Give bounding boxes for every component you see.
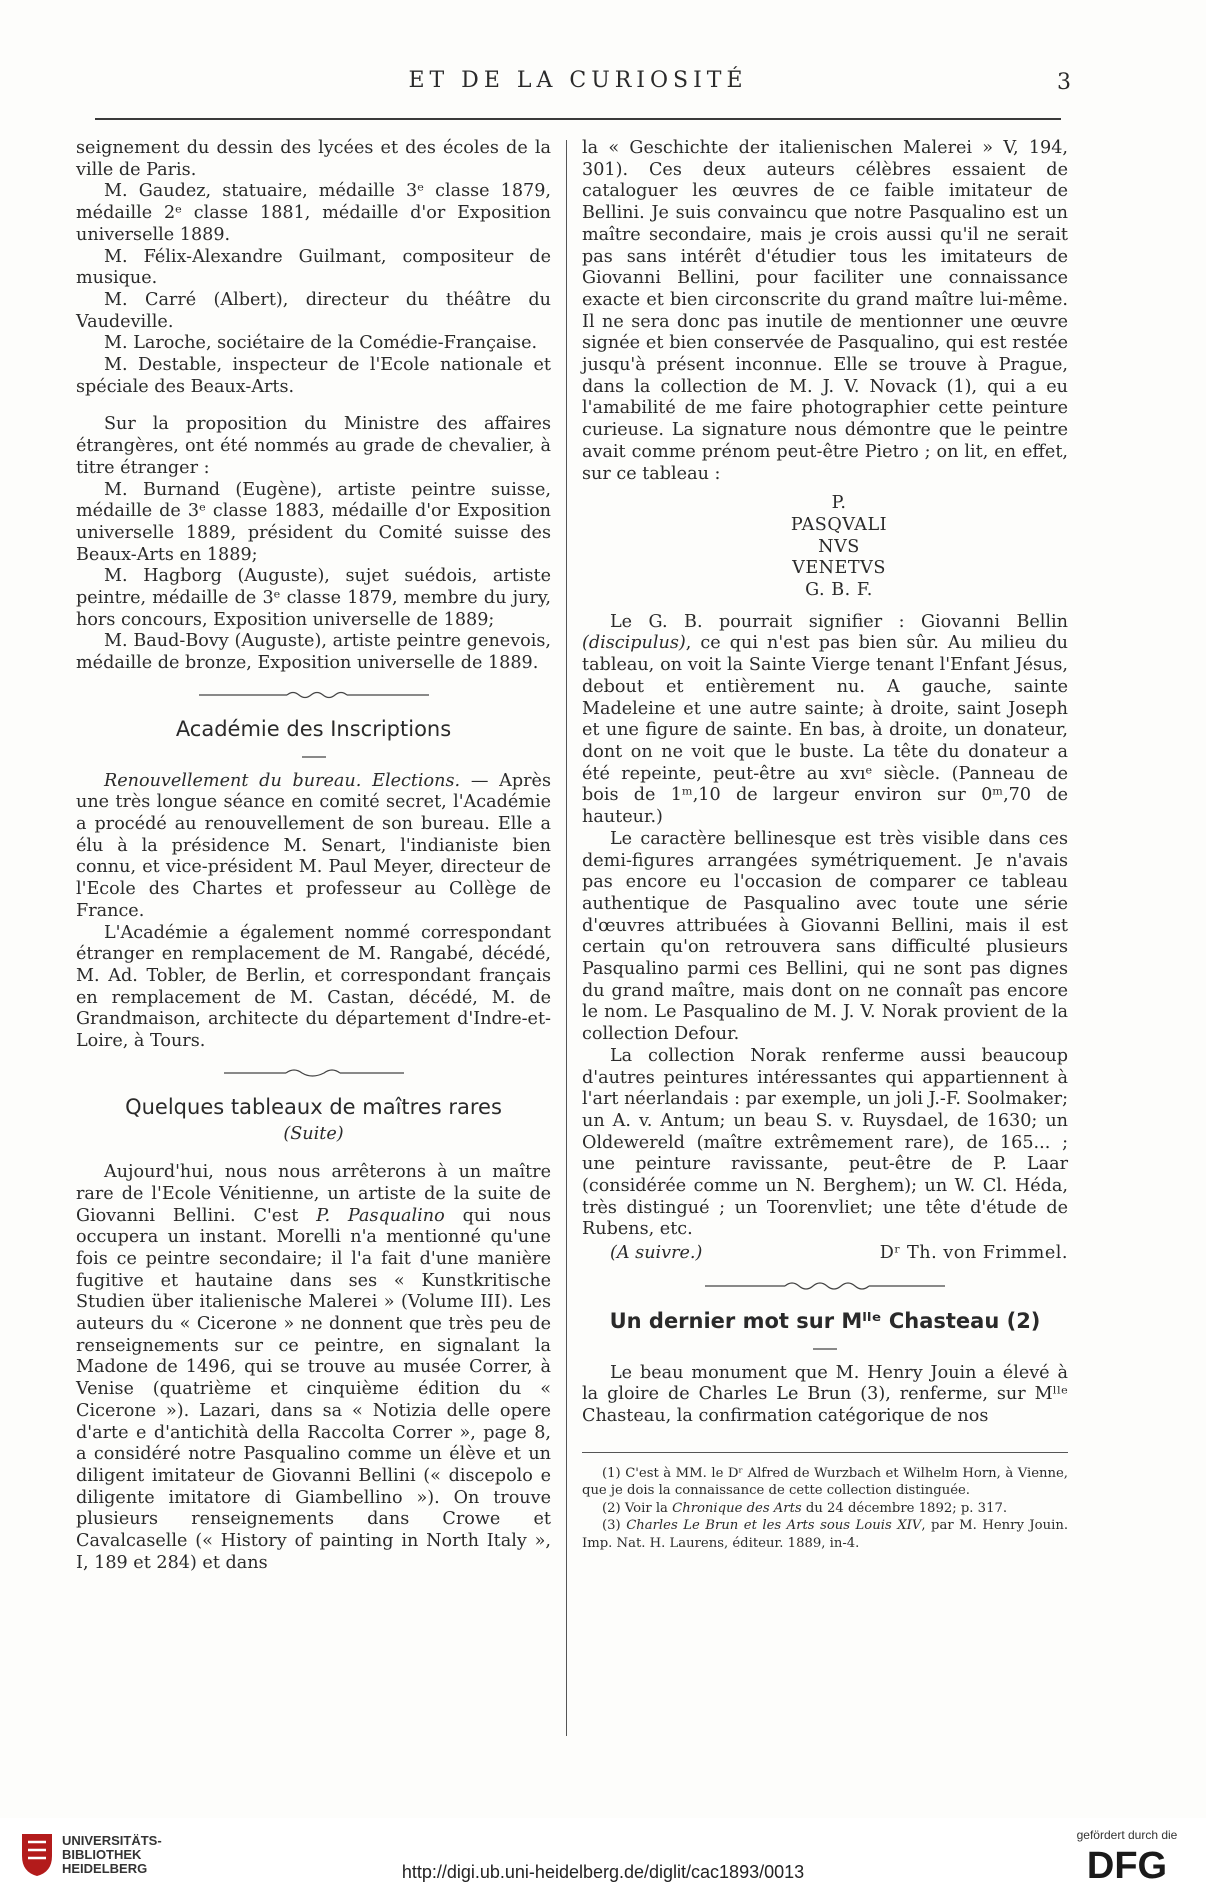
paragraph: M. Gaudez, statuaire, médaille 3ᵉ classe 1879, médaille 2ᵉ classe 1881, médaille d'or Exposition universelle 1889. bbox=[76, 181, 551, 245]
running-title: ET DE LA CURIOSITÉ bbox=[408, 68, 748, 93]
footnote-text: (3) bbox=[602, 1518, 627, 1534]
ornament-divider bbox=[705, 1279, 945, 1293]
paragraph: M. Burnand (Eugène), artiste peintre suisse, médaille de 3ᵉ classe 1883, médaille d'or Exposition universelle 1889, président du Comité suisse des Beaux-Arts en 1889; bbox=[76, 479, 551, 565]
dfg-badge bbox=[1062, 1828, 1192, 1888]
page-number: 3 bbox=[1057, 70, 1071, 95]
paragraph: M. Baud-Bovy (Auguste), artiste peintre genevois, médaille de bronze, Exposition universelle de 1889. bbox=[76, 631, 551, 674]
author-signature: Dʳ Th. von Frimmel. bbox=[879, 1243, 1068, 1264]
footnote-text: (2) Voir la bbox=[602, 1500, 673, 1516]
inscription-line: NVS bbox=[818, 536, 860, 557]
column-rule bbox=[566, 140, 567, 1736]
paragraph-text: — Après une très longue séance en comité secret, l'Académie a procédé au renouvellement de son bureau. Elle a élu à la présidence M. Senart, l'indianiste bien connu, et vice-président M. Paul Meyer, directeur de l'Ecole des Chartes et professeur au Collège de France. bbox=[76, 770, 551, 921]
paragraph: La collection Norak renferme aussi beaucoup d'autres peintures intéressantes qui appartiennent à l'art néerlandais : par exemple, un joli J.-F. Soolmaker; un A. v. Antum; un beau S. v. Ruysdael, de 1630; un Oldewereld (maître extrêmement rare), de 165... ; une peinture ravissante, peut-être de P. Laar (considérée comme un N. Berghem); un W. Cl. Héda, très distingué ; un Toorenvliet; une tête d'étude de Rubens, etc. bbox=[582, 1045, 1068, 1240]
paragraph-text: Le G. B. pourrait signifier : Giovanni Bellin bbox=[610, 611, 1068, 632]
left-column bbox=[76, 138, 551, 1574]
footnote bbox=[582, 1500, 1068, 1518]
section-subtitle: (Suite) bbox=[283, 1124, 344, 1145]
right-column bbox=[582, 138, 1068, 1552]
inscription-line: PASQVALI bbox=[790, 514, 888, 535]
inscription-line: P. bbox=[831, 493, 847, 514]
paragraph: Sur la proposition du Ministre des affaires étrangères, ont été nommés au grade de chevalier, à titre étranger : bbox=[76, 414, 551, 478]
funding-note: gefördert durch die bbox=[1076, 1828, 1178, 1842]
footer-bar bbox=[0, 1818, 1206, 1895]
paragraph-text: qui nous occupera un instant. Morelli n'a mentionné qu'une fois ce peintre secondaire; il l'a fait d'une manière fugitive et hautaine dans ses « Kunstkritische Studien über italienische Malerei » (Volume III). Les auteurs du « Cicerone » ne donnent que très peu de renseignements sur ce peintre, en signalant la Madone de 1496, qui se trouve au musée Correr, à Venise (quatrième et cinquième édition du « Cicerone »). Lazari, dans sa « Notizia delle opere d'arte e d'antichità della Raccolta Correr », page 8, a considéré notre Pasqualino comme un élève et un diligent imitateur de Giovanni Bellini (« discepolo e diligente imitatore di Giambellino »). On trouve plusieurs renseignements dans Crowe et Cavalcaselle (« History of painting in North Italy », I, 189 et 284) et dans bbox=[76, 1205, 551, 1573]
library-name: UNIVERSITÄTS- BIBLIOTHEK HEIDELBERG bbox=[62, 1833, 162, 1876]
paragraph: seignement du dessin des lycées et des écoles de la ville de Paris. bbox=[76, 138, 551, 180]
footnote bbox=[582, 1517, 1068, 1552]
inscription-line: G. B. F. bbox=[805, 580, 873, 601]
paragraph bbox=[582, 612, 1068, 829]
title-dash bbox=[582, 1339, 1068, 1353]
ornament-divider bbox=[224, 1067, 404, 1079]
italic-name: P. Pasqualino bbox=[316, 1205, 445, 1226]
paragraph: Le caractère bellinesque est très visible dans ces demi-figures arrangées symétriquement. Je n'avais pas encore eu l'occasion de comparer ce tableau authentique de Pasqualino avec toute une série d'œuvres attribuées à Giovanni Bellini, mais il est certain qu'on retrouvera sans difficulté plusieurs Pasqualino parmi ces Bellini, qui ne sont pas dignes du grand maître, mais dont on ne connaît pas encore le nom. Le Pasqualino de M. J. V. Norak provient de la collection Defour. bbox=[582, 828, 1068, 1045]
paragraph: M. Carré (Albert), directeur du théâtre du Vaudeville. bbox=[76, 289, 551, 332]
title-dash bbox=[76, 747, 551, 761]
paragraph-text: , ce qui n'est pas bien sûr. Au milieu du tableau, on voit la Sainte Vierge tenant l'Enfant Jésus, debout et entièrement nu. A gauche, sainte Madeleine et une autre sainte; à droite, saint Joseph et une figure de sainte. En bas, à droite, un donateur, dont on ne voit que le buste. La tête du donateur a été repeinte, peut-être au xvıᵉ siècle. (Panneau de bois de 1ᵐ,10 de largeur environ sur 0ᵐ,70 de hauteur.) bbox=[582, 633, 1068, 828]
paragraph: M. Laroche, sociétaire de la Comédie-Française. bbox=[104, 333, 538, 354]
source-url[interactable]: http://digi.ub.uni-heidelberg.de/diglit/cac1893/0013 bbox=[401, 1862, 805, 1882]
signature-line bbox=[582, 1243, 1068, 1265]
inscription-line: VENETVS bbox=[792, 558, 886, 579]
paragraph: M. Destable, inspecteur de l'Ecole nationale et spéciale des Beaux-Arts. bbox=[76, 355, 551, 397]
footnote-text: , par M. Henry Jouin. Imp. Nat. H. Laurens, éditeur. 1889, in-4. bbox=[582, 1518, 1069, 1551]
svg-text:DFG: DFG bbox=[1086, 1845, 1168, 1884]
paragraph: Le beau monument que M. Henry Jouin a élevé à la gloire de Charles Le Brun (3), renferme, sur Mˡˡᵉ Chasteau, la confirmation catégorique de nos bbox=[582, 1362, 1068, 1426]
footnote-text: du 24 décembre 1892; p. 317. bbox=[801, 1500, 1008, 1516]
dfg-logo-icon bbox=[1072, 1844, 1182, 1884]
paragraph: la « Geschichte der italienischen Malerei » V, 194, 301). Ces deux auteurs célèbres essaient de cataloguer les œuvres de ce faible imitateur de Bellini. Je suis convaincu que notre Pasqualino est un maître secondaire, mais je crois aussi qu'il ne serait pas sans intérêt d'étudier tous les imitateurs de Giovanni Bellini, pour faciliter une connaissance exacte et bien circonscrite du grand maître lui-même. Il ne sera donc pas inutile de mentionner une œuvre signée et bien conservée de Pasqualino, qui est restée jusqu'à présent inconnue. Elle se trouve à Prague, dans la collection de M. J. V. Novack (1), qui a eu l'amabilité de me faire photographier cette peinture curieuse. La signature nous démontre que le peintre avait comme prénom peut-être Pietro ; on lit, en effet, sur ce tableau : bbox=[582, 138, 1068, 484]
running-header bbox=[95, 66, 1071, 120]
paragraph bbox=[76, 1162, 551, 1574]
paragraph bbox=[76, 771, 551, 923]
footnotes bbox=[582, 1452, 1068, 1553]
footnote-title: Charles Le Brun et les Arts sous Louis XIV bbox=[626, 1518, 922, 1534]
italic-lead: Renouvellement du bureau. Elections. bbox=[104, 770, 461, 791]
paragraph: M. Hagborg (Auguste), sujet suédois, artiste peintre, médaille de 3ᵉ classe 1879, membre du jury, hors concours, Exposition universelle de 1889; bbox=[76, 566, 551, 630]
to-be-continued: (A suivre.) bbox=[610, 1243, 703, 1264]
italic-term: (discipulus) bbox=[582, 633, 686, 654]
paragraph: L'Académie a également nommé correspondant étranger en remplacement de M. Rangabé, décédé, M. Ad. Tobler, de Berlin, et correspondant français en remplacement de M. Castan, décédé, M. de Grandmaison, architecte du département d'Indre-et-Loire, à Tours. bbox=[76, 922, 551, 1052]
paragraph: M. Félix-Alexandre Guilmant, compositeur de musique. bbox=[76, 246, 551, 289]
section-title-tableaux: Quelques tableaux de maîtres rares bbox=[125, 1094, 502, 1119]
footnote: (1) C'est à MM. le Dʳ Alfred de Wurzbach et Wilhelm Horn, à Vienne, que je dois la connaissance de cette collection distinguée. bbox=[582, 1465, 1068, 1499]
section-title-academie: Académie des Inscriptions bbox=[175, 716, 452, 741]
ornament-divider bbox=[199, 689, 429, 701]
paragraph-text: Aujourd'hui, nous nous arrêterons à un maître rare de l'Ecole Vénitienne, un artiste de la suite de Giovanni Bellini. C'est bbox=[76, 1162, 551, 1226]
section-title-chasteau: Un dernier mot sur Mˡˡᵉ Chasteau (2) bbox=[609, 1308, 1041, 1333]
footnote-title: Chronique des Arts bbox=[672, 1500, 802, 1516]
